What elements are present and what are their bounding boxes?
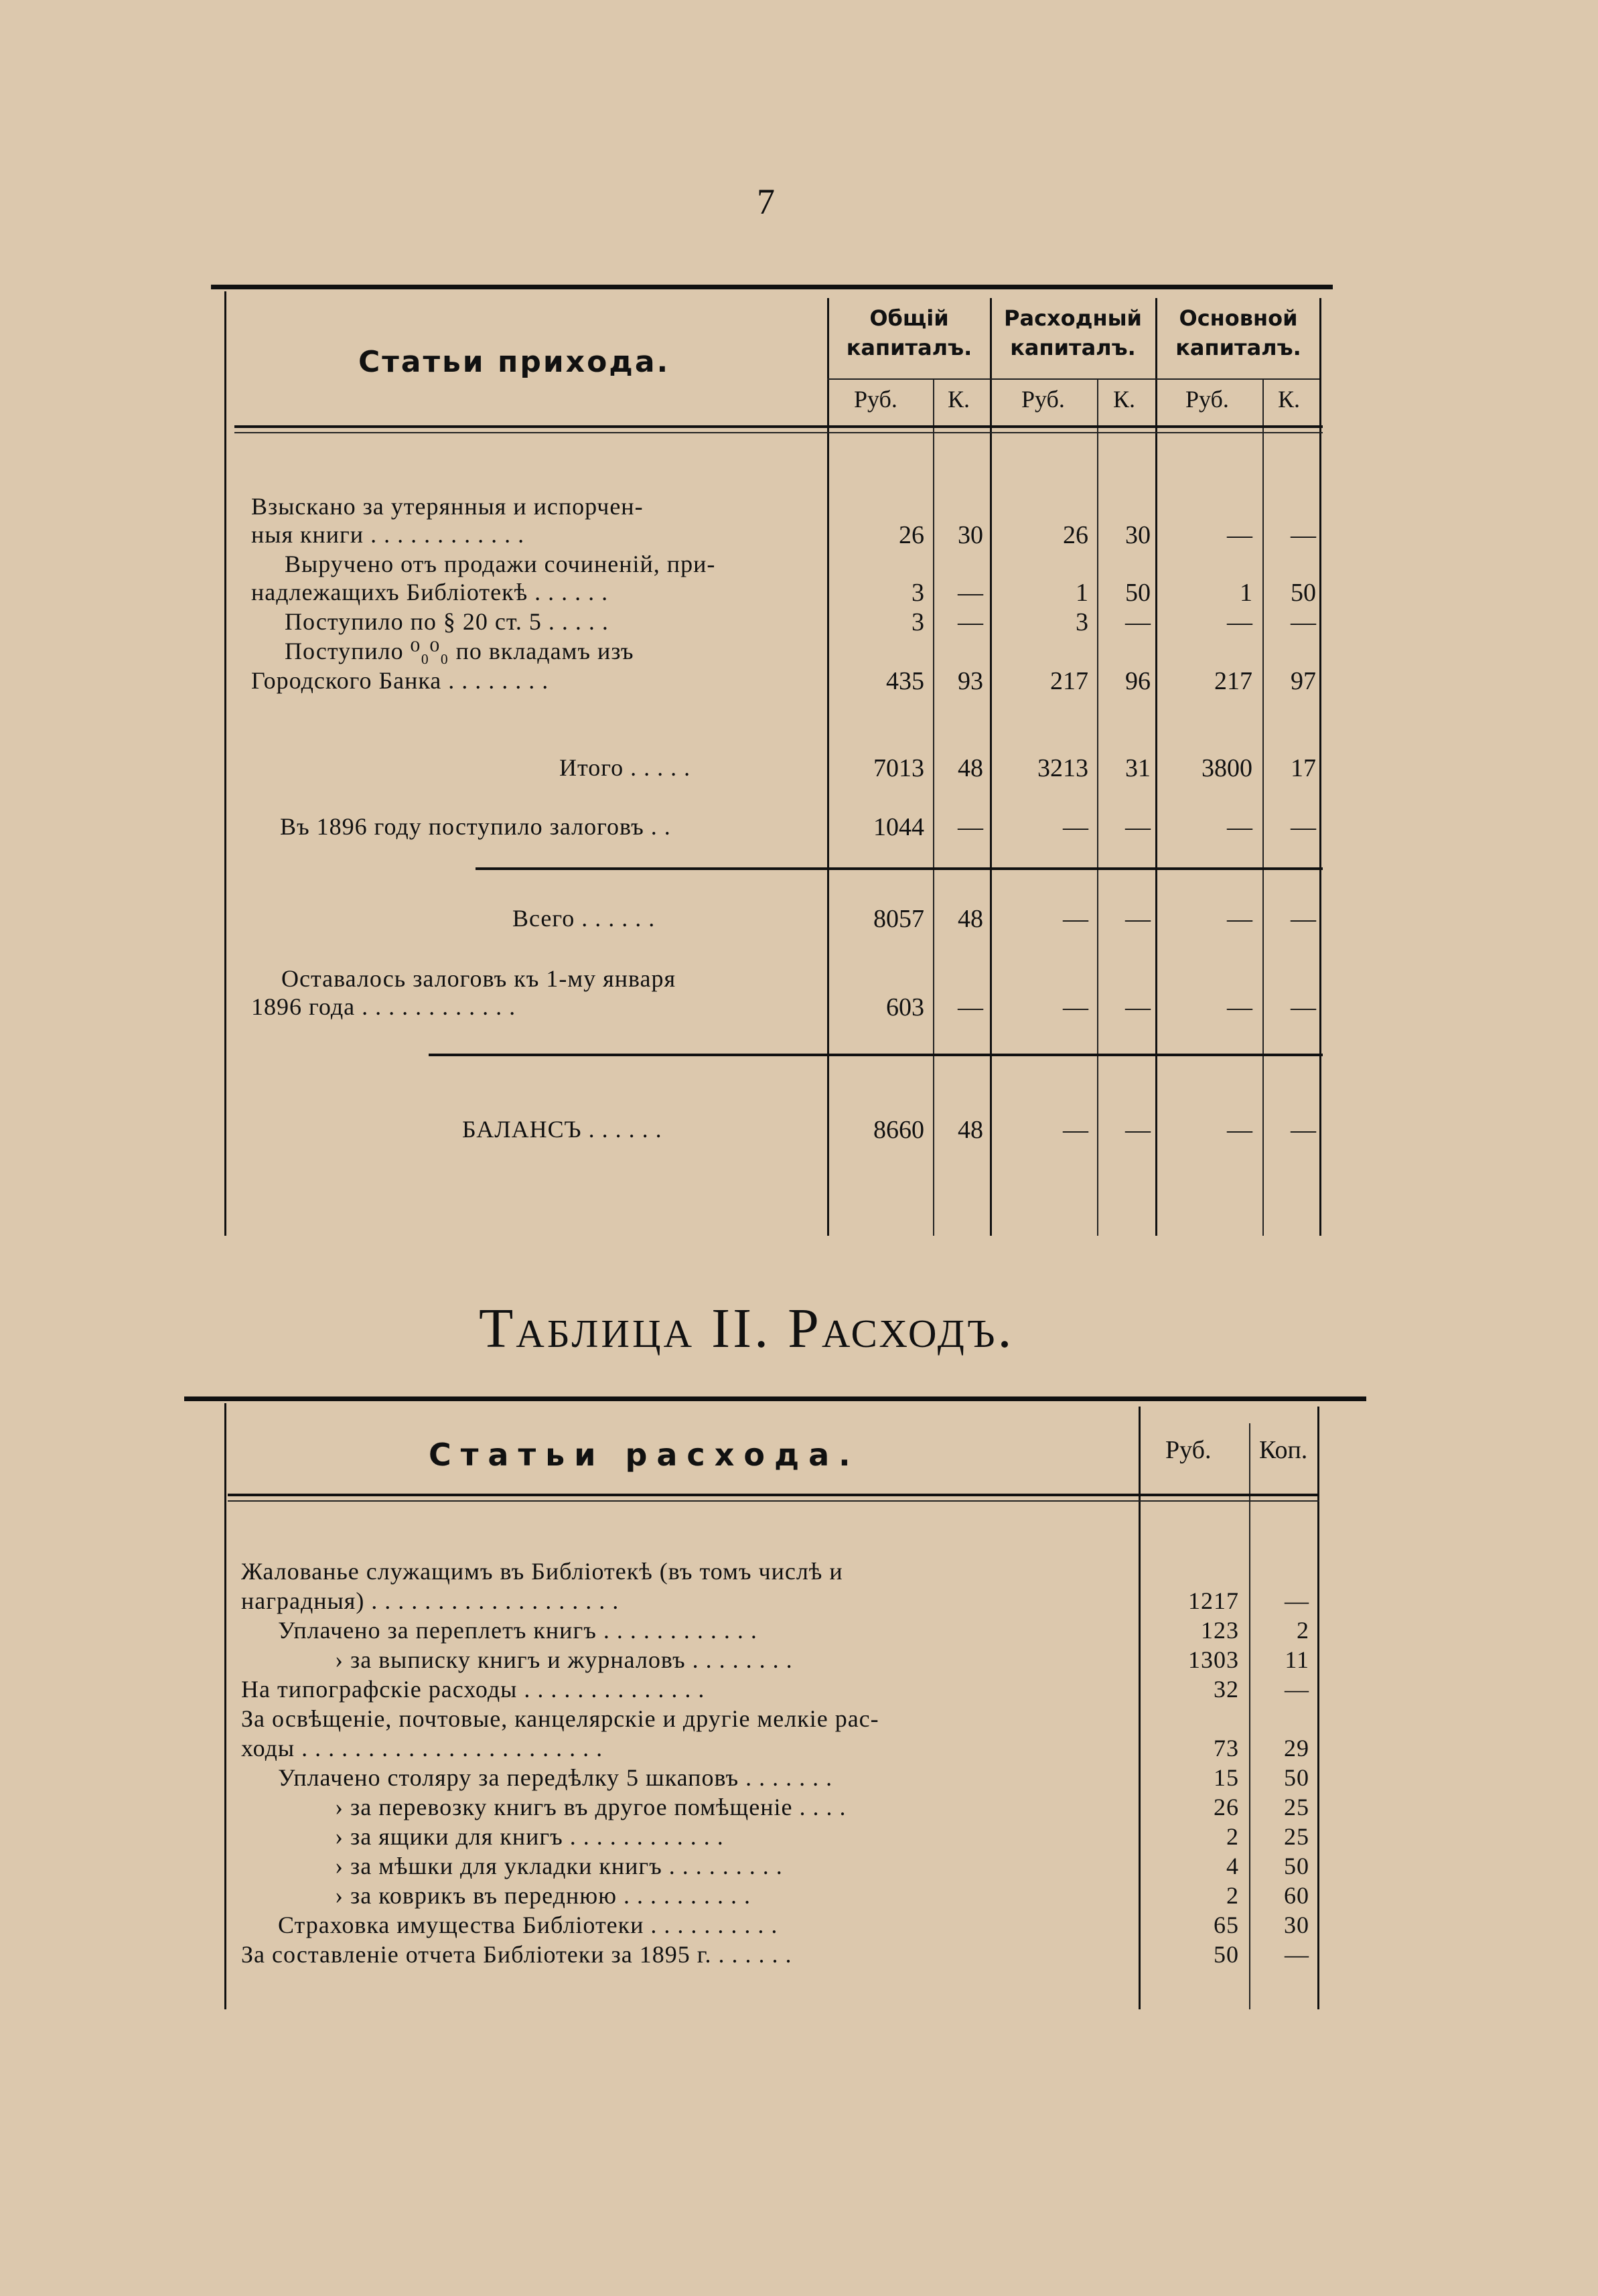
cell-value: —	[1291, 813, 1316, 841]
income-row-label: Взыскано за утерянныя и испорчен-	[251, 493, 644, 520]
expense-kop: —	[1285, 1941, 1309, 1968]
expense-rub: 4	[1226, 1853, 1239, 1879]
table-top-rule	[211, 285, 1333, 289]
page-number: 7	[757, 182, 775, 222]
col-header-general: Общій капиталъ.	[846, 305, 972, 360]
cell-value: 3	[912, 608, 924, 636]
cell-value: —	[1125, 993, 1151, 1021]
itogo-value: 48	[958, 754, 983, 782]
ostatok-label: Оставалось залоговъ къ 1-му января	[281, 965, 676, 992]
expense-kop: 2	[1297, 1617, 1309, 1644]
col-rub: Руб.	[1021, 386, 1065, 413]
col-rub: Руб.	[1185, 386, 1229, 413]
cell-value: —	[1227, 993, 1252, 1021]
income-row-label: надлежащихъ Библіотекѣ . . . . . .	[251, 579, 609, 605]
itogo-value: 31	[1125, 754, 1151, 782]
cell-value: 30	[1125, 521, 1151, 549]
income-row-label: Городского Банка . . . . . . . .	[251, 667, 549, 694]
ostatok-label: 1896 года . . . . . . . . . . . .	[251, 993, 516, 1020]
header-rule	[228, 1500, 1319, 1502]
expense-rub: 1217	[1188, 1587, 1239, 1614]
expense-header-title: Статьи расхода.	[429, 1437, 860, 1473]
col-kop: К.	[948, 386, 970, 413]
table-top-rule	[184, 1396, 1366, 1401]
kop-divider	[1249, 1423, 1250, 2009]
col-kop: К.	[1278, 386, 1301, 413]
expense-kop: —	[1285, 1676, 1309, 1703]
cell-value: —	[1227, 905, 1252, 933]
cell-value: 97	[1291, 667, 1316, 695]
cell-value: —	[1063, 813, 1088, 841]
vsego-label: Всего . . . . . .	[512, 905, 656, 932]
income-table	[208, 285, 1333, 1236]
col-kop: Коп.	[1259, 1436, 1308, 1464]
header-rule	[234, 432, 1323, 433]
cell-value: —	[1291, 608, 1316, 636]
itogo-value: 3213	[1037, 754, 1088, 782]
table-right-border	[1319, 298, 1321, 1236]
table-left-border	[224, 1403, 226, 2009]
income-row-label: Поступило по § 20 ст. 5 . . . . .	[285, 608, 609, 635]
cell-value: 3	[912, 579, 924, 607]
col-divider	[990, 298, 992, 1236]
col-header-basic: Основной капиталъ.	[1175, 305, 1301, 360]
expense-rub: 50	[1214, 1941, 1239, 1968]
cell-value: —	[1291, 905, 1316, 933]
expense-kop: 25	[1284, 1794, 1309, 1820]
expense-rub: 73	[1214, 1735, 1239, 1762]
cell-value: 217	[1214, 667, 1252, 695]
expense-rub: 2	[1226, 1882, 1239, 1909]
cell-value: 3	[1076, 608, 1088, 636]
expense-rub: 15	[1214, 1764, 1239, 1791]
cell-value: —	[1227, 608, 1252, 636]
expense-row-label: ходы . . . . . . . . . . . . . . . . . . . . . . .	[241, 1735, 603, 1762]
cell-value: 8660	[873, 1116, 924, 1144]
expense-kop: 50	[1284, 1764, 1309, 1791]
expense-row-label: › за перевозку книгъ въ другое помѣщеніе . . . .	[335, 1794, 847, 1820]
table-right-border	[1317, 1407, 1319, 2009]
cell-value: —	[1227, 1116, 1252, 1144]
expense-rub: 2	[1226, 1823, 1239, 1850]
cell-value: —	[1291, 521, 1316, 549]
expense-kop: 25	[1284, 1823, 1309, 1850]
expense-rub: 32	[1214, 1676, 1239, 1703]
header-subrule	[827, 378, 1319, 380]
table2-title: Таблица II. Расходъ.	[479, 1297, 1015, 1360]
cell-value: 1	[1076, 579, 1088, 607]
expense-rub: 65	[1214, 1912, 1239, 1938]
cell-value: 50	[1125, 579, 1151, 607]
expense-kop: 11	[1285, 1646, 1309, 1673]
cell-value: —	[1063, 1116, 1088, 1144]
expense-rub: 26	[1214, 1794, 1239, 1820]
cell-value: —	[1125, 1116, 1151, 1144]
expense-row-label: Уплачено за переплетъ книгъ . . . . . . . . . . . .	[278, 1617, 757, 1644]
kop-divider	[933, 378, 934, 1236]
expense-row-label: За освѣщеніе, почтовые, канцелярскіе и другіе мелкіе рас-	[241, 1705, 879, 1732]
cell-value: —	[1063, 993, 1088, 1021]
kop-divider	[1262, 378, 1264, 1236]
cell-value: 50	[1291, 579, 1316, 607]
header-rule	[228, 1494, 1319, 1496]
kop-divider	[1097, 378, 1098, 1236]
col-rub: Руб.	[854, 386, 897, 413]
col-kop: К.	[1113, 386, 1136, 413]
cell-value: —	[958, 608, 983, 636]
expense-kop: 30	[1284, 1912, 1309, 1938]
cell-value: 26	[899, 521, 924, 549]
zalogi-label: Въ 1896 году поступило залоговъ . .	[280, 813, 671, 840]
expense-row-label: › за мѣшки для укладки книгъ . . . . . . . . .	[335, 1853, 783, 1879]
cell-value: —	[1227, 521, 1252, 549]
cell-value: —	[958, 813, 983, 841]
cell-value: 217	[1050, 667, 1088, 695]
cell-value: —	[1227, 813, 1252, 841]
cell-value: —	[1125, 813, 1151, 841]
balance-rule	[429, 1054, 1323, 1056]
cell-value: 8057	[873, 905, 924, 933]
expense-row-label: наградныя) . . . . . . . . . . . . . . . . . . .	[241, 1587, 620, 1614]
col-header-expense: Расходный капиталъ.	[1004, 305, 1142, 360]
expense-row-label: На типографскіе расходы . . . . . . . . . . . . . .	[241, 1676, 705, 1703]
cell-value: 30	[958, 521, 983, 549]
cell-value: —	[1125, 608, 1151, 636]
itogo-value: 7013	[873, 754, 924, 782]
income-row-label: ныя книги . . . . . . . . . . . .	[251, 521, 525, 548]
expense-row-label: › за ящики для книгъ . . . . . . . . . . . .	[335, 1823, 724, 1850]
col-divider	[1139, 1407, 1141, 2009]
sum-rule	[476, 867, 1323, 870]
itogo-label: Итого . . . . .	[559, 754, 691, 781]
expense-row-label: Страховка имущества Библіотеки . . . . . . . . . .	[278, 1912, 778, 1938]
expense-row-label: Уплачено столяру за передѣлку 5 шкаповъ . . . . . . .	[278, 1764, 833, 1791]
expense-row-label: › за выписку книгъ и журналовъ . . . . . . . .	[335, 1646, 793, 1673]
income-row-label: Поступило ⁰₀⁰₀ по вкладамъ изъ	[285, 638, 634, 664]
cell-value: 26	[1063, 521, 1088, 549]
expense-row-label: Жалованье служащимъ въ Библіотекѣ (въ томъ числѣ и	[241, 1558, 843, 1585]
expense-row-label: › за коврикъ въ переднюю . . . . . . . . . .	[335, 1882, 751, 1909]
cell-value: 1044	[873, 813, 924, 841]
expense-table	[181, 1396, 1366, 2013]
income-header-title: Статьи прихода.	[358, 345, 670, 379]
table-left-border	[224, 291, 226, 1236]
expense-kop: 60	[1284, 1882, 1309, 1909]
expense-kop: 29	[1284, 1735, 1309, 1762]
expense-rub: 123	[1201, 1617, 1239, 1644]
expense-kop: —	[1285, 1587, 1309, 1614]
col-divider	[1155, 298, 1157, 1236]
balans-label: БАЛАНСЪ . . . . . .	[462, 1116, 662, 1143]
expense-row-label: За составленіе отчета Библіотеки за 1895 г. . . . . . .	[241, 1941, 792, 1968]
cell-value: —	[1125, 905, 1151, 933]
cell-value: 435	[886, 667, 924, 695]
cell-value: 603	[886, 993, 924, 1021]
itogo-value: 3800	[1202, 754, 1252, 782]
expense-rub: 1303	[1188, 1646, 1239, 1673]
cell-value: —	[958, 579, 983, 607]
col-rub: Руб.	[1165, 1436, 1212, 1464]
itogo-value: 17	[1291, 754, 1316, 782]
cell-value: 96	[1125, 667, 1151, 695]
header-rule	[234, 425, 1323, 428]
expense-kop: 50	[1284, 1853, 1309, 1879]
cell-value: —	[1291, 1116, 1316, 1144]
cell-value: —	[1291, 993, 1316, 1021]
cell-value: —	[1063, 905, 1088, 933]
cell-value: 1	[1240, 579, 1252, 607]
cell-value: 48	[958, 905, 983, 933]
cell-value: 48	[958, 1116, 983, 1144]
income-row-label: Выручено отъ продажи сочиненій, при-	[285, 551, 716, 577]
cell-value: —	[958, 993, 983, 1021]
col-divider	[827, 298, 829, 1236]
cell-value: 93	[958, 667, 983, 695]
